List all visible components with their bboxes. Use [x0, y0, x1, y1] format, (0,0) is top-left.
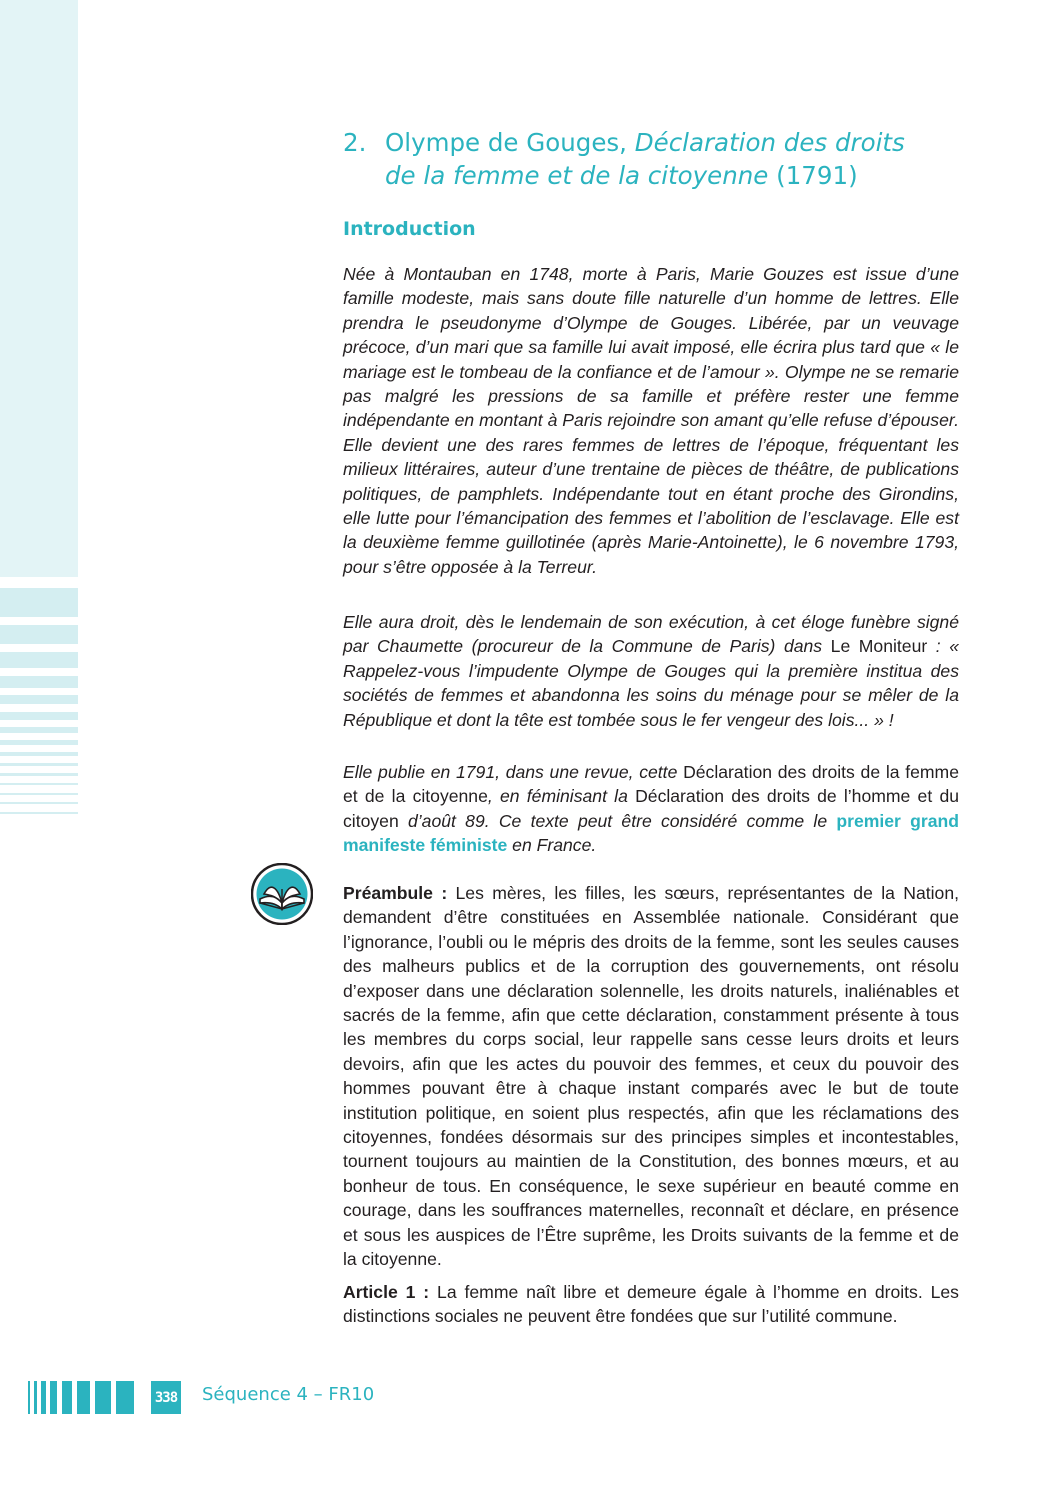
- preamble-label: Préambule :: [343, 883, 448, 903]
- page-number: 338: [151, 1381, 181, 1414]
- newspaper-title: Le Moniteur: [830, 636, 928, 657]
- work-title-men: Déclaration des droits de l’homme et du citoyen: [343, 786, 960, 831]
- intro-paragraph-1: Née à Montauban en 1748, morte à Paris, Marie Gouzes est issue d’une famille modeste, mais sans doute fille naturelle d’un homme de lettres. Elle prendra le pseudonyme d’Olympe de Gouges. Libérée, par un veuvage précoce, d’un mari que sa famille lui avait imposé, elle écrira plus tard que « le mariage est le tombeau de la confiance et de l’amour ». Olympe ne se remarie pas malgré les pressions de sa famille et préfère rester une femme indépendante en montant à Paris rejoindre son amant qu’elle refuse d’épouser. Elle devient une des rares femmes de lettres de l’époque, fréquentant les milieux littéraires, auteur d’une trentaine de pièces de théâtre, de publications politiques, de pamphlets. Indépendante tout en étant proche des Girondins, elle lutte pour l’émancipation des femmes et l’abolition de l’esclavage. Elle est la deuxième femme guillotinée (après Marie-Antoinette), le 6 novembre 1793, pour s’être opposée à la Terreur.: [343, 264, 959, 577]
- article-1-paragraph: Article 1 : La femme naît libre et demeure égale à l’homme en droits. Les distinctions sociales ne peuvent être fondées que sur l’utilité commune.: [343, 1282, 959, 1327]
- article-1-label: Article 1 :: [343, 1282, 430, 1302]
- sidebar-band: [0, 0, 78, 577]
- work-title-women: Déclaration des droits de la femme et de la citoyenne: [343, 762, 959, 807]
- intro-paragraph-2: Elle aura droit, dès le lendemain de son exécution, à cet éloge funèbre signé par Chaumette (procureur de la Commune de Paris) dans Le Moniteur : « Rappelez-vous l’impudente Olympe de Gouges qui la première institua des sociétés de femmes et abandonna les soins du ménage pour se mêler de la République et dont la tête est tombée sous le fer vengeur des lois... » !: [343, 612, 959, 730]
- section-title-line-2: de la femme et de la citoyenne (1791): [385, 161, 858, 190]
- preamble-paragraph: Préambule : Les mères, les filles, les sœurs, représentantes de la Nation, demandent d’être constituées en Assemblée nationale. Considérant que l’ignorance, l’oubli ou le mépris des droits de la femme, sont les seules causes des malheurs publics et de la corruption des gouvernements, ont résolu d’exposer dans une déclaration solennelle, les droits naturels, inaliénables et sacrés de la femme, afin que cette déclaration, constamment présente à tous les membres du corps social, leur rappelle sans cesse leurs droits et leurs devoirs, afin que les actes du pouvoir des femmes, et ceux du pouvoir des hommes pouvant être à chaque instant comparés avec le but de toute institution politique, en soient plus respectés, afin que les réclamations des citoyennes, fondées désormais sur des principes simples et incontestables, tournent toujours au maintien de la Constitution, des bonnes mœurs, et au bonheur de tous. En conséquence, le sexe supérieur en beauté comme en courage, dans les souffrances maternelles, reconnaît et déclare, en présence et sous les auspices de l’Être suprême, les Droits suivants de la femme et de la citoyenne.: [343, 883, 959, 1270]
- footer-sequence-label: Séquence 4 – FR10: [202, 1384, 375, 1405]
- highlight-manifesto: premier grand manifeste féministe: [343, 810, 959, 856]
- footer-bars: [28, 1381, 148, 1414]
- book-icon: [251, 863, 313, 925]
- intro-paragraph-3: Elle publie en 1791, dans une revue, cette Déclaration des droits de la femme et de la citoyenne, en féminisant la Déclaration des droits de l’homme et du citoyen d’août 89. Ce texte peut être considéré comme le premier grand manifeste féministe en France.: [343, 762, 960, 856]
- section-title-line-1: Olympe de Gouges, Déclaration des droits: [385, 128, 905, 157]
- section-number: 2.: [343, 128, 367, 157]
- intro-heading: Introduction: [343, 218, 476, 240]
